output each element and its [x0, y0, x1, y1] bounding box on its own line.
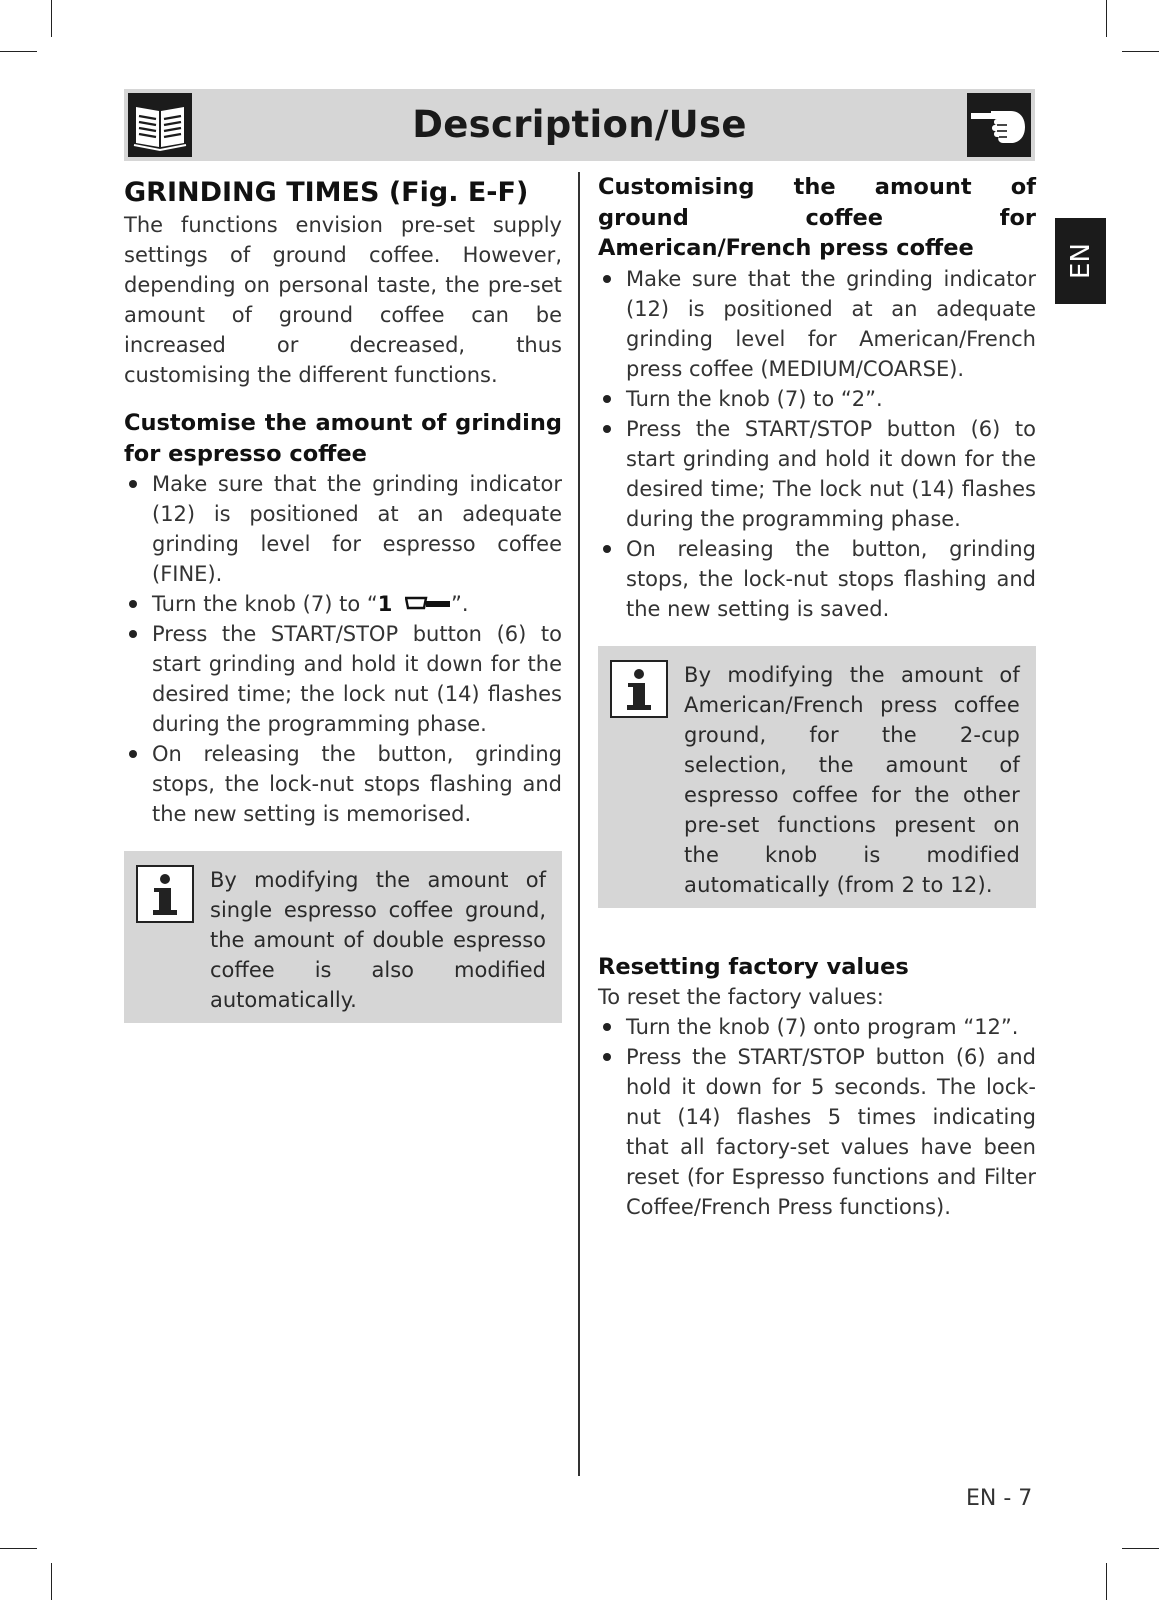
- crop-mark: [1122, 1548, 1159, 1549]
- language-tab: [1055, 218, 1106, 304]
- right-column: [598, 172, 1036, 1222]
- subsection-title: Customise the amount of grinding for espresso coffee: [124, 410, 562, 467]
- list-item: Press the START/STOP button (6) to start grinding and hold it down for the desired time; The lock nut (14) flashes during the programming phase.: [598, 414, 1036, 534]
- intro-paragraph: The functions envision pre-set supply settings of ground coffee. However, depending on personal taste, the pre-set amount of ground coffee can be increased or decreased, thus customising the different functions.: [124, 213, 562, 387]
- instruction-list: [598, 1012, 1036, 1222]
- list-item: Turn the knob (7) onto program “12”.: [598, 1012, 1036, 1042]
- subsection-title: Resetting factory values: [598, 953, 909, 980]
- language-label: EN: [1065, 243, 1096, 279]
- list-item: Make sure that the grinding indicator (12) is positioned at an adequate grinding level for American/French press coffee (MEDIUM/COARSE).: [598, 264, 1036, 384]
- subsection-title: Customising the amount of ground coffee for American/French press coffee: [598, 174, 1036, 261]
- crop-mark: [51, 1563, 52, 1600]
- info-box: [124, 851, 562, 1023]
- crop-mark: [1122, 51, 1159, 52]
- section-header: [124, 89, 1035, 161]
- list-item: Turn the knob (7) to “2”.: [598, 384, 1036, 414]
- instruction-list: [124, 469, 562, 829]
- page-number: EN - 7: [966, 1486, 1033, 1511]
- list-item: Press the START/STOP button (6) to start grinding and hold it down for the desired time; the lock nut (14) flashes during the programming phase.: [124, 619, 562, 739]
- list-item: Press the START/STOP button (6) and hold it down for 5 seconds. The lock-nut (14) flashes 5 times indicating that all factory-set values have been reset (for Espresso functions and Filter Coffee/French Press functions).: [598, 1042, 1036, 1222]
- crop-mark: [1106, 1563, 1107, 1600]
- list-item: On releasing the button, grinding stops, the lock-nut stops flashing and the new setting is saved.: [598, 534, 1036, 624]
- reset-intro: To reset the factory values:: [598, 985, 884, 1009]
- info-icon: [136, 865, 194, 923]
- list-item: Make sure that the grinding indicator (12) is positioned at an adequate grinding level for espresso coffee (FINE).: [124, 469, 562, 589]
- single-cup-icon: [405, 594, 451, 612]
- instruction-list: [598, 264, 1036, 624]
- knob-value: 1: [377, 592, 393, 616]
- list-item: [124, 589, 562, 619]
- crop-mark: [0, 1548, 37, 1549]
- section-title: GRINDING TIMES (Fig. E-F): [124, 177, 529, 208]
- list-item: On releasing the button, grinding stops, the lock-nut stops flashing and the new setting is memorised.: [124, 739, 562, 829]
- info-text: By modifying the amount of American/French press coffee ground, for the 2-cup selection, the amount of espresso coffee for the other pre-set functions present on the knob is modified automatically (from 2 to 12).: [684, 662, 1020, 897]
- list-item-text: ”.: [451, 592, 469, 616]
- list-item-text: Turn the knob (7) to “: [152, 592, 378, 616]
- info-box: [598, 646, 1036, 908]
- info-text: By modifying the amount of single espresso coffee ground, the amount of double espresso coffee is also modified automatically.: [210, 868, 546, 1012]
- page-title: Description/Use: [412, 103, 747, 146]
- crop-mark: [1106, 0, 1107, 37]
- pointing-hand-icon: [967, 93, 1031, 157]
- info-icon: [610, 660, 668, 718]
- left-column: [124, 172, 562, 1023]
- column-divider: [578, 172, 580, 1476]
- crop-mark: [0, 51, 37, 52]
- crop-mark: [51, 0, 52, 37]
